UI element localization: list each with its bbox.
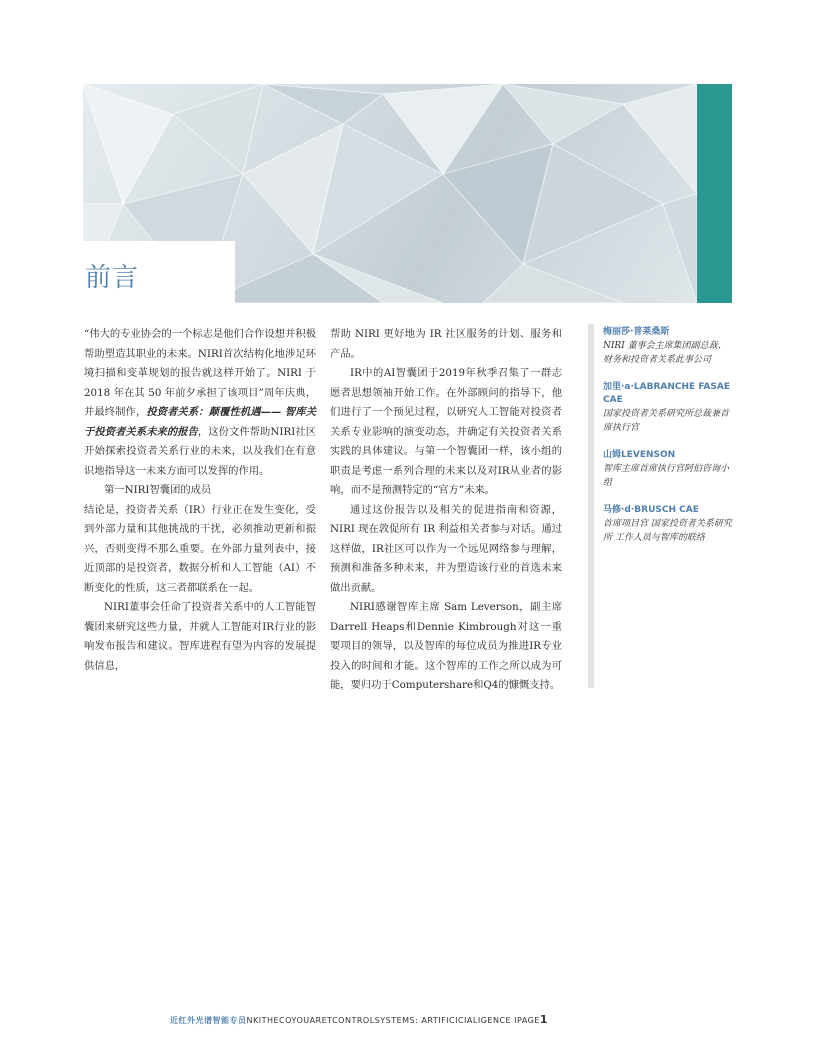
title-box (83, 241, 235, 303)
paragraph-8: NIRI感谢智库主席 Sam Leverson，副主席Darrell Heaps和Dennie Kimbrough对这一重要项目的领导，以及智库的每位成员为推进IR专业投入的时间和才能。这个智库的工作之所以成为可能，要归功于Computershare和Q4的慷慨支持。 (330, 601, 562, 691)
footer-cn: 近红外光谱智能专员 (170, 1016, 247, 1025)
paragraph-4: NIRI董事会任命了投资者关系中的人工智能智囊团来研究这些力量，并就人工智能对IR行业的影响发布报告和建议。智库进程有望为内容的发展提供信息， (84, 601, 316, 672)
paragraph-2: 第一NIRI智囊团的成员 (104, 484, 212, 496)
column-2 (330, 325, 562, 696)
person-name: 马修·d·BRUSCH CAE (603, 505, 699, 515)
person-4 (603, 504, 733, 545)
paragraph-7: 通过这份报告以及相关的促进指南和资源，NIRI 现在敦促所有 IR 利益相关者参与对话。通过这样做，IR社区可以作为一个远见网络参与理解，预测和准备多种未来，并为塑造该行业的首选未来做出贡献。 (330, 503, 562, 594)
paragraph-6: IR中的AI智囊团于2019年秋季召集了一群志愿者思想领袖开始工作。在外部顾问的指导下，他们进行了一个预见过程，以研究人工智能对投资者关系专业影响的演变动态，并确定有关投资者关系实践的具体建议。与第一个智囊团一样，该小组的职责是考虑一系列合理的未来以及对IR从业者的影响，而不是预测特定的“官方”未来。 (330, 367, 562, 496)
report-title-link: 投资者关系：颠覆性机遇—— 智库关于投资者关系未来的报告 (84, 406, 316, 438)
person-1 (603, 326, 733, 367)
paragraph-3: 结论是，投资者关系（IR）行业正在发生变化，受到外部力量和其他挑战的干扰，必须推动更新和振兴，否则变得不那么重要。在外部力量列表中，接近顶部的是投资者，数据分析和人工智能（AI）不断变化的性质，这三者都联系在一起。 (84, 503, 316, 594)
page-number: 1 (539, 1013, 549, 1026)
sidebar-divider (588, 324, 594, 688)
person-role: 智库主席首席执行官阿伯咨询小组 (603, 464, 730, 488)
paragraph-1: “伟大的专业协会的一个标志是他们合作设想并积极帮助塑造其职业的未来。NIRI首次结构化地涉足环境扫描和变革规划的报告就这样开始了。NIRI 于 2018 年在其 50 年前夕承担了该项目”周年庆典，并最终制作，投资者关系：颠覆性机遇—— 智库关于投资者关系未来的报告，这份文件帮助NIRI社区开始探索投资者关系行业的未来，以及我们在有意识地指导这一未来方面可以发挥的作用。 (84, 328, 316, 477)
person-name: 山姆LEVENSON (603, 450, 676, 460)
person-2 (603, 381, 733, 435)
person-role: 国家投资者关系研究所总裁兼首席执行官 (603, 409, 730, 433)
footer-en: NKITHECOYOUARETCONTROLSYSTEMS: ARTIFICICIALIGENCE IPAGE (246, 1016, 540, 1025)
page-footer (170, 1013, 650, 1026)
person-role: 首席项目官 国家投资者关系研究所 工作人员与智库的联络 (603, 519, 732, 543)
teal-accent-bar (697, 84, 732, 303)
person-3 (603, 449, 733, 490)
paragraph-5: 帮助 NIRI 更好地为 IR 社区服务的计划、服务和产品。 (330, 328, 562, 360)
column-1 (84, 325, 316, 676)
person-name: 加里·a·LABRANCHE FASAE CAE (603, 382, 730, 405)
person-name: 梅丽莎·普莱桑斯 (603, 327, 670, 337)
signatories (603, 326, 733, 559)
page-title: 前言 (85, 263, 140, 293)
person-role: NIRI 董事会主席集团副总裁、财务和投资者关系此事公司 (603, 341, 727, 365)
